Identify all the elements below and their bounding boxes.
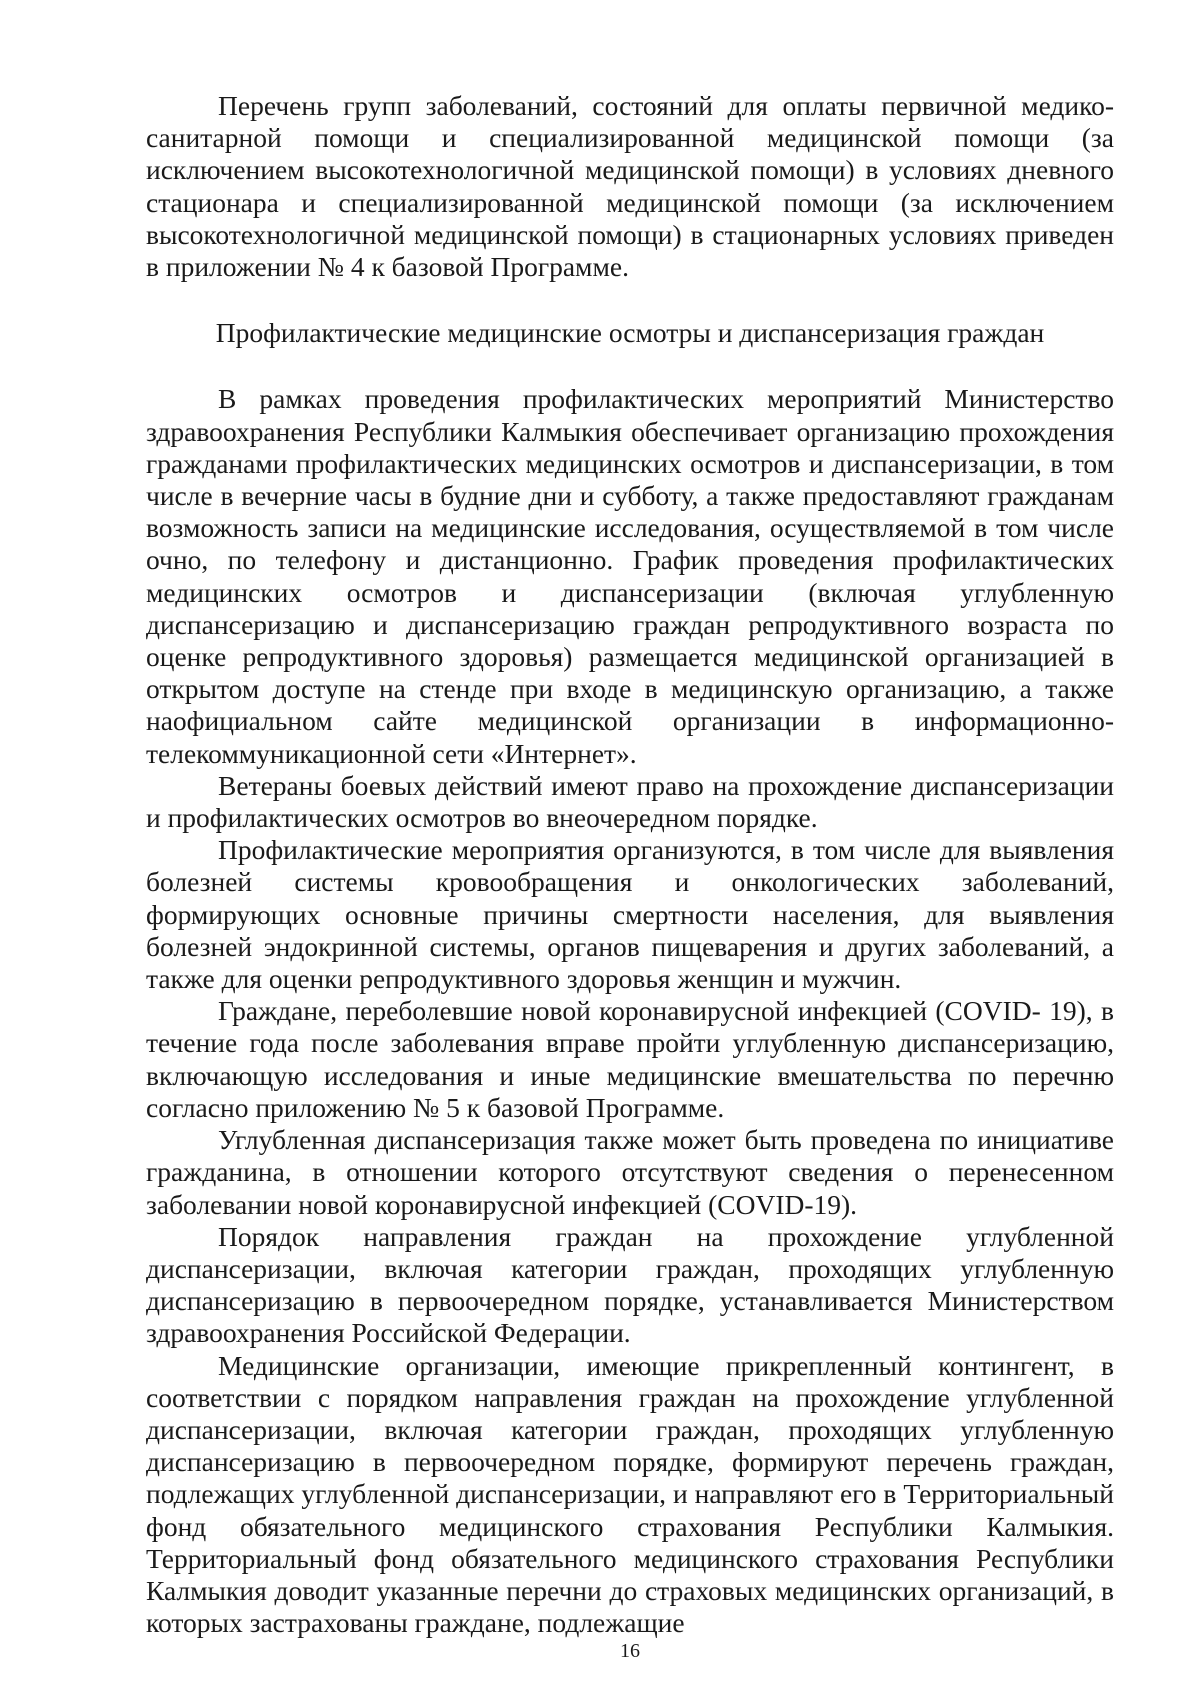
paragraph-referral-procedure: Порядок направления граждан на прохождение углубленной диспансеризации, включая категории граждан, проходящих углубленную диспансеризацию в первоочередном порядке, устанавливается Министерством здравоохранения Российской Федерации. [146, 1220, 1114, 1349]
paragraph-covid-recovered: Граждане, переболевшие новой коронавирусной инфекцией (COVID- 19), в течение года после заболевания вправе пройти углубленную диспансеризацию, включающую исследования и иные медицинские вмешательства по перечню согласно приложению № 5 к базовой Программе. [146, 995, 1114, 1123]
document-page [146, 90, 1114, 1639]
paragraph-medical-organizations: Медицинские организации, имеющие прикрепленный контингент, в соответствии с порядком направления граждан на прохождение углубленной диспансеризации, включая категории граждан, проходящих углубленную диспансеризацию в первоочередном порядке, формируют перечень граждан, подлежащих углубленной диспансеризации, и направляют его в Территориальный фонд обязательного медицинского страхования Республики Калмыкия. Территориальный фонд обязательного медицинского страхования Республики Калмыкия доводит указанные перечни до страховых медицинских организаций, в которых застрахованы граждане, подлежащие [146, 1349, 1114, 1639]
page-number: 16 [620, 1640, 640, 1662]
paragraph-disease-groups: Перечень групп заболеваний, состояний для оплаты первичной медико-санитарной помощи и специализированной медицинской помощи (за исключением высокотехнологичной медицинской помощи) в условиях дневного стационара и специализированной медицинской помощи (за исключением высокотехнологичной медицинской помощи) в стационарных условиях приведен в приложении № 4 к базовой Программе. [146, 90, 1114, 283]
paragraph-preventive-measures: В рамках проведения профилактических мероприятий Министерство здравоохранения Республики Калмыкия обеспечивает организацию прохождения гражданами профилактических медицинских осмотров и диспансеризации, в том числе в вечерние часы в будние дни и субботу, а также предоставляют гражданам возможность записи на медицинские исследования, осуществляемой в том числе очно, по телефону и дистанционно. График проведения профилактических медицинских осмотров и диспансеризации (включая углубленную диспансеризацию и диспансеризацию граждан репродуктивного возраста по оценке репродуктивного здоровья) размещается медицинской организацией в открытом доступе на стенде при входе в медицинскую организацию, а также наофициальном сайте медицинской организации в информационно-телекоммуникационной сети «Интернет». [146, 383, 1114, 769]
paragraph-veterans: Ветераны боевых действий имеют право на прохождение диспансеризации и профилактических осмотров во внеочередном порядке. [146, 769, 1114, 834]
paragraph-preventive-organization: Профилактические мероприятия организуются, в том числе для выявления болезней системы кровообращения и онкологических заболеваний, формирующих основные причины смертности населения, для выявления болезней эндокринной системы, органов пищеварения и других заболеваний, а также для оценки репродуктивного здоровья женщин и мужчин. [146, 834, 1114, 995]
section-heading: Профилактические медицинские осмотры и диспансеризация граждан [215, 317, 1045, 349]
paragraph-in-depth-initiative: Углубленная диспансеризация также может быть проведена по инициативе гражданина, в отношении которого отсутствуют сведения о перенесенном заболевании новой коронавирусной инфекцией (COVID-19). [146, 1124, 1114, 1220]
